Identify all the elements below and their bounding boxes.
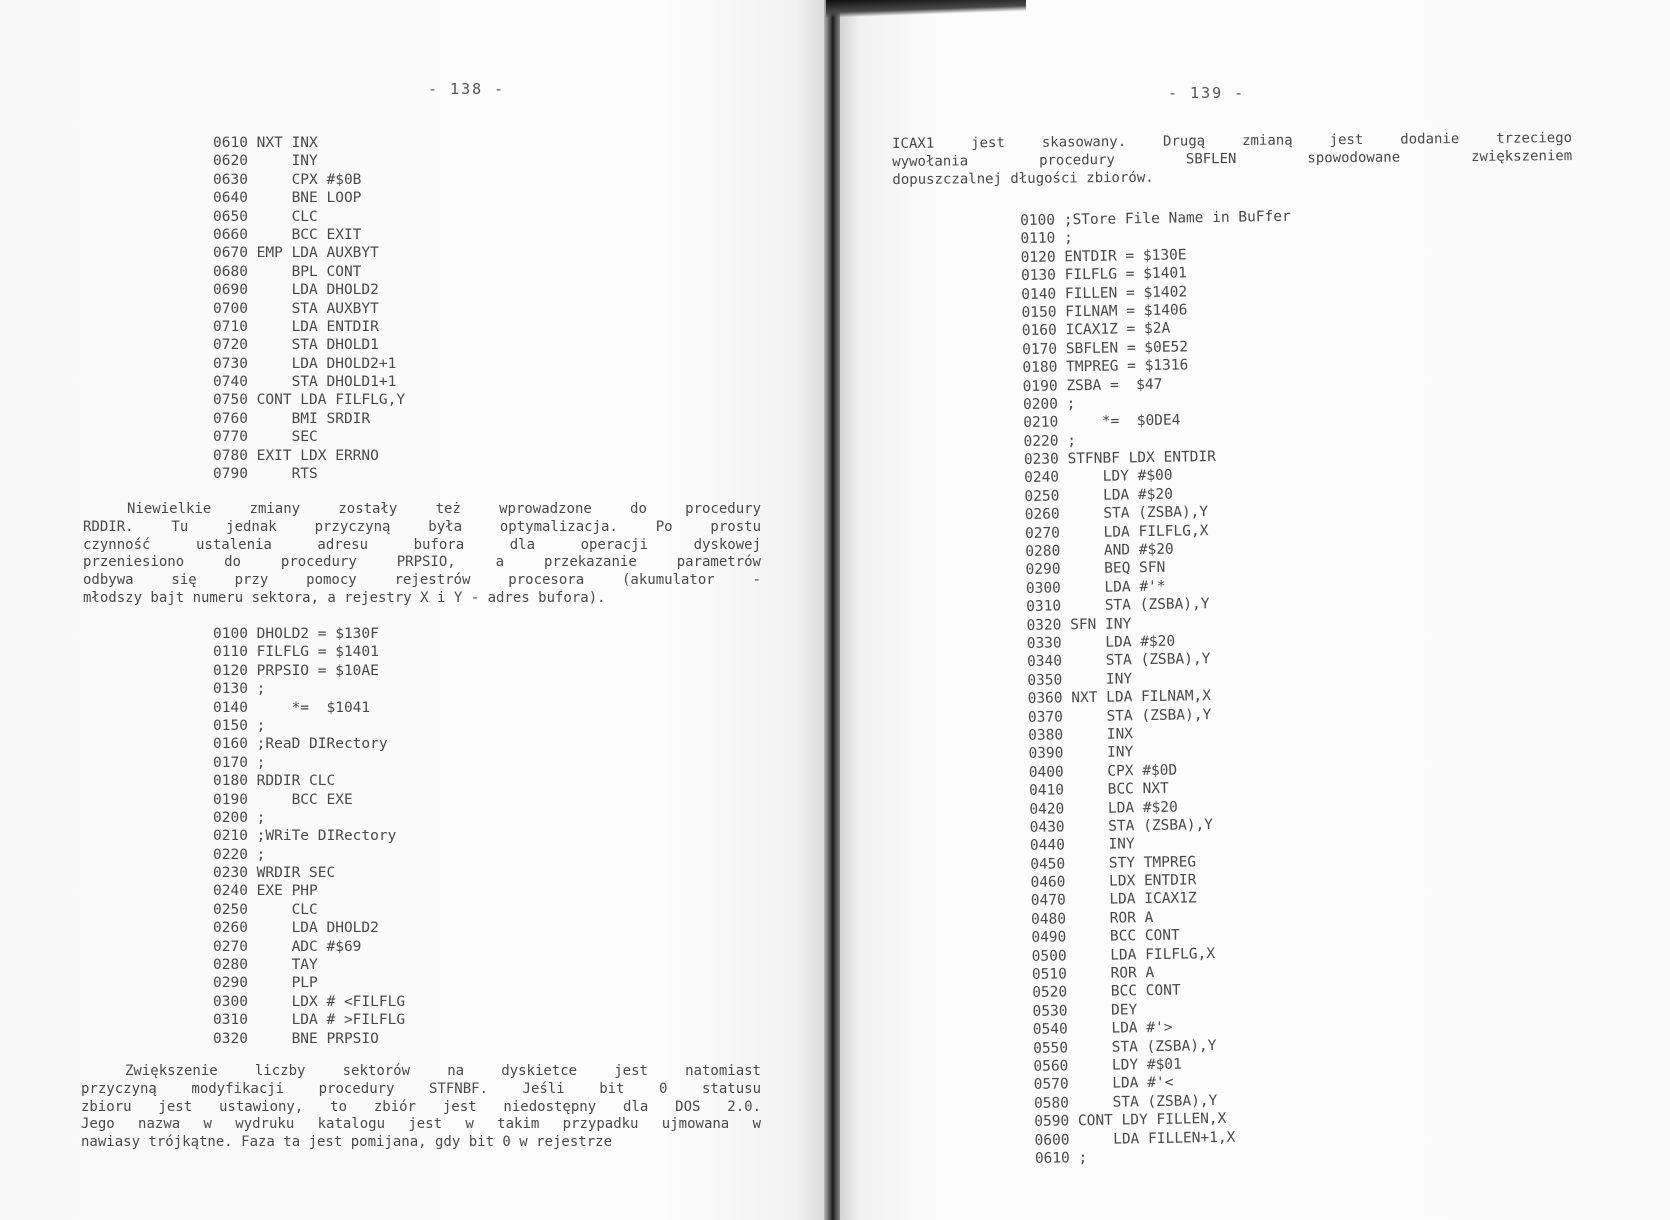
code-line: 0300 LDX # <FILFLG (213, 993, 406, 1010)
text-line: ICAX1 jest skasowany. Drugą zmianą jest dodanie trzeciego (892, 130, 1573, 152)
code-line: 0320 SFN INY (1026, 615, 1132, 634)
code-listing (213, 134, 405, 483)
code-line: 0100 ;STore File Name in BuFfer (1020, 208, 1291, 229)
code-line: 0700 STA AUXBYT (213, 300, 379, 317)
code-line: 0110 FILFLG = $1401 (213, 644, 379, 661)
code-line: 0150 FILNAM = $1406 (1021, 302, 1188, 321)
code-line: 0660 BCC EXIT (213, 226, 362, 243)
code-line: 0120 ENTDIR = $130E (1020, 247, 1187, 266)
code-line: 0230 STFNBF LDX ENTDIR (1023, 449, 1217, 469)
code-line: 0310 LDA # >FILFLG (213, 1012, 406, 1029)
code-line: 0260 STA (ZSBA),Y (1024, 504, 1209, 524)
code-line: 0330 LDA #$20 (1026, 633, 1176, 652)
code-line: 0340 STA (ZSBA),Y (1026, 651, 1211, 671)
text-line: Niewielkie zmiany zostały też wprowadzone do procedury (127, 501, 761, 517)
page-number: - 138 - (428, 80, 506, 98)
code-line: 0390 INY (1028, 744, 1134, 763)
left-page (0, 0, 828, 1220)
code-line: 0570 LDA #'< (1033, 1075, 1174, 1094)
code-line: 0520 BCC CONT (1032, 982, 1181, 1002)
code-line: 0110 ; (1020, 230, 1073, 248)
code-line: 0730 LDA DHOLD2+1 (213, 355, 397, 372)
code-line: 0280 TAY (213, 957, 318, 974)
code-line: 0160 ;ReaD DIRectory (213, 736, 388, 753)
code-line: 0360 NXT LDA FILNAM,X (1027, 688, 1212, 708)
code-line: 0220 ; (213, 846, 266, 863)
text-line: Zwiększenie liczby sektorów na dyskietce jest natomiast (125, 1063, 761, 1079)
code-line: 0240 LDY #$00 (1024, 468, 1173, 487)
code-line: 0250 LDA #$20 (1024, 486, 1173, 505)
code-line: 0220 ; (1023, 432, 1077, 450)
code-line: 0250 CLC (213, 901, 318, 918)
code-line: 0760 BMI SRDIR (213, 410, 371, 427)
code-line: 0120 PRPSIO = $10AE (213, 662, 379, 679)
code-line: 0620 INY (213, 153, 318, 170)
code-line: 0200 ; (213, 809, 266, 826)
code-line: 0420 LDA #$20 (1029, 799, 1178, 818)
text-line: wywołania procedury SBFLEN spowodowane zwiększeniem (892, 147, 1573, 170)
code-line: 0490 BCC CONT (1031, 927, 1180, 947)
text-line: młodszy bajt numeru sektora, a rejestry X i Y - adres bufora). (83, 589, 606, 606)
code-line: 0740 STA DHOLD1+1 (213, 374, 397, 391)
code-line: 0200 ; (1022, 396, 1076, 413)
code-line: 0710 LDA ENTDIR (213, 318, 379, 335)
code-line: 0770 SEC (213, 429, 318, 446)
code-line: 0460 LDX ENTDIR (1030, 872, 1197, 891)
code-line: 0290 PLP (213, 975, 318, 992)
paragraph (81, 1063, 761, 1152)
code-line: 0210 ;WRiTe DIRectory (213, 828, 397, 845)
code-line: 0560 LDY #$01 (1033, 1056, 1182, 1075)
code-line: 0790 RTS (213, 466, 318, 483)
page-number: - 139 - (1168, 84, 1246, 102)
code-line: 0100 DHOLD2 = $130F (213, 626, 379, 642)
code-line: 0160 ICAX1Z = $2A (1021, 320, 1171, 340)
code-line: 0140 FILLEN = $1402 (1021, 283, 1188, 303)
code-line: 0270 ADC #$69 (213, 938, 362, 955)
text-line: przeniesiono do procedury PRPSIO, a przekazanie parametrów (83, 554, 761, 571)
code-line: 0510 ROR A (1031, 965, 1155, 983)
book-gutter (824, 0, 840, 1220)
code-line: 0190 BCC EXE (213, 791, 353, 808)
code-line: 0170 ; (213, 754, 266, 771)
code-line: 0150 ; (213, 717, 266, 734)
code-line: 0590 CONT LDY FILLEN,X (1034, 1111, 1227, 1131)
code-line: 0270 LDA FILFLG,X (1024, 522, 1209, 542)
code-line: 0190 ZSBA = $47 (1022, 376, 1163, 395)
code-line: 0290 BEQ SFN (1025, 560, 1166, 579)
code-line: 0440 INY (1029, 836, 1135, 855)
code-line: 0580 STA (ZSBA),Y (1033, 1092, 1218, 1112)
text-line: dopuszczalnej długości zbiorów. (892, 169, 1154, 188)
code-line: 0750 CONT LDA FILFLG,Y (213, 392, 406, 409)
code-line: 0400 CPX #$0D (1028, 762, 1178, 781)
text-line: przyczyną modyfikacji procedury STFNBF. Jeśli bit 0 statusu (81, 1080, 761, 1097)
code-line: 0130 FILFLG = $1401 (1020, 265, 1187, 285)
code-line: 0310 STA (ZSBA),Y (1026, 596, 1210, 616)
code-line: 0430 STA (ZSBA),Y (1029, 816, 1214, 836)
code-line: 0130 ; (213, 681, 266, 698)
code-line: 0480 ROR A (1030, 909, 1154, 928)
text-line: czynność ustalenia adresu bufora dla operacji dyskowej (83, 536, 761, 553)
code-line: 0180 RDDIR CLC (213, 773, 336, 790)
text-line: nawiasy trójkątne. Faza ta jest pomijana, gdy bit 0 w rejestrze (81, 1134, 613, 1151)
code-line: 0470 LDA ICAX1Z (1030, 890, 1197, 910)
code-line: 0550 STA (ZSBA),Y (1033, 1037, 1217, 1057)
code-listing (1020, 208, 1306, 1168)
code-line: 0680 BPL CONT (213, 263, 362, 280)
code-line: 0450 STY TMPREG (1030, 853, 1197, 873)
code-line: 0690 LDA DHOLD2 (213, 282, 379, 299)
code-line: 0610 NXT INX (213, 135, 318, 151)
code-line: 0320 BNE PRPSIO (213, 1030, 379, 1047)
code-line: 0780 EXIT LDX ERRNO (213, 447, 379, 464)
code-line: 0170 SBFLEN = $0E52 (1022, 339, 1189, 358)
code-listing (213, 625, 405, 1048)
code-line: 0600 LDA FILLEN+1,X (1034, 1129, 1236, 1149)
code-line: 0530 DEY (1032, 1002, 1138, 1020)
code-line: 0410 BCC NXT (1028, 780, 1169, 800)
code-line: 0210 *= $0DE4 (1023, 412, 1181, 432)
code-line: 0370 STA (ZSBA),Y (1027, 706, 1212, 726)
code-line: 0500 LDA FILFLG,X (1031, 945, 1216, 965)
code-line: 0350 INY (1027, 671, 1133, 689)
code-line: 0180 TMPREG = $1316 (1022, 357, 1189, 377)
code-line: 0610 ; (1034, 1149, 1088, 1167)
text-line: RDDIR. Tu jednak przyczyną była optymalizacja. Po prostu (83, 518, 761, 535)
right-page (836, 0, 1670, 1220)
paragraph (83, 501, 761, 608)
text-line: odbywa się przy pomocy rejestrów procesora (akumulator - (83, 572, 761, 589)
code-line: 0240 EXE PHP (213, 883, 318, 900)
code-line: 0140 *= $1041 (213, 699, 371, 716)
code-line: 0670 EMP LDA AUXBYT (213, 245, 379, 262)
code-line: 0630 CPX #$0B (213, 171, 362, 188)
code-line: 0540 LDA #'> (1032, 1019, 1173, 1039)
code-line: 0260 LDA DHOLD2 (213, 920, 379, 937)
code-line: 0380 INX (1028, 726, 1134, 744)
code-line: 0650 CLC (213, 208, 318, 225)
code-line: 0230 WRDIR SEC (213, 865, 336, 882)
code-line: 0280 AND #$20 (1025, 541, 1174, 560)
text-line: Jego nazwa w wydruku katalogu jest w takim przypadku ujmowana w (81, 1116, 761, 1133)
text-line: zbioru jest ustawiony, to zbiór jest niedostępny dla DOS 2.0. (81, 1098, 761, 1115)
paragraph (892, 130, 1572, 189)
code-line: 0300 LDA #'* (1025, 578, 1166, 597)
code-line: 0640 BNE LOOP (213, 190, 362, 207)
code-line: 0720 STA DHOLD1 (213, 337, 379, 354)
